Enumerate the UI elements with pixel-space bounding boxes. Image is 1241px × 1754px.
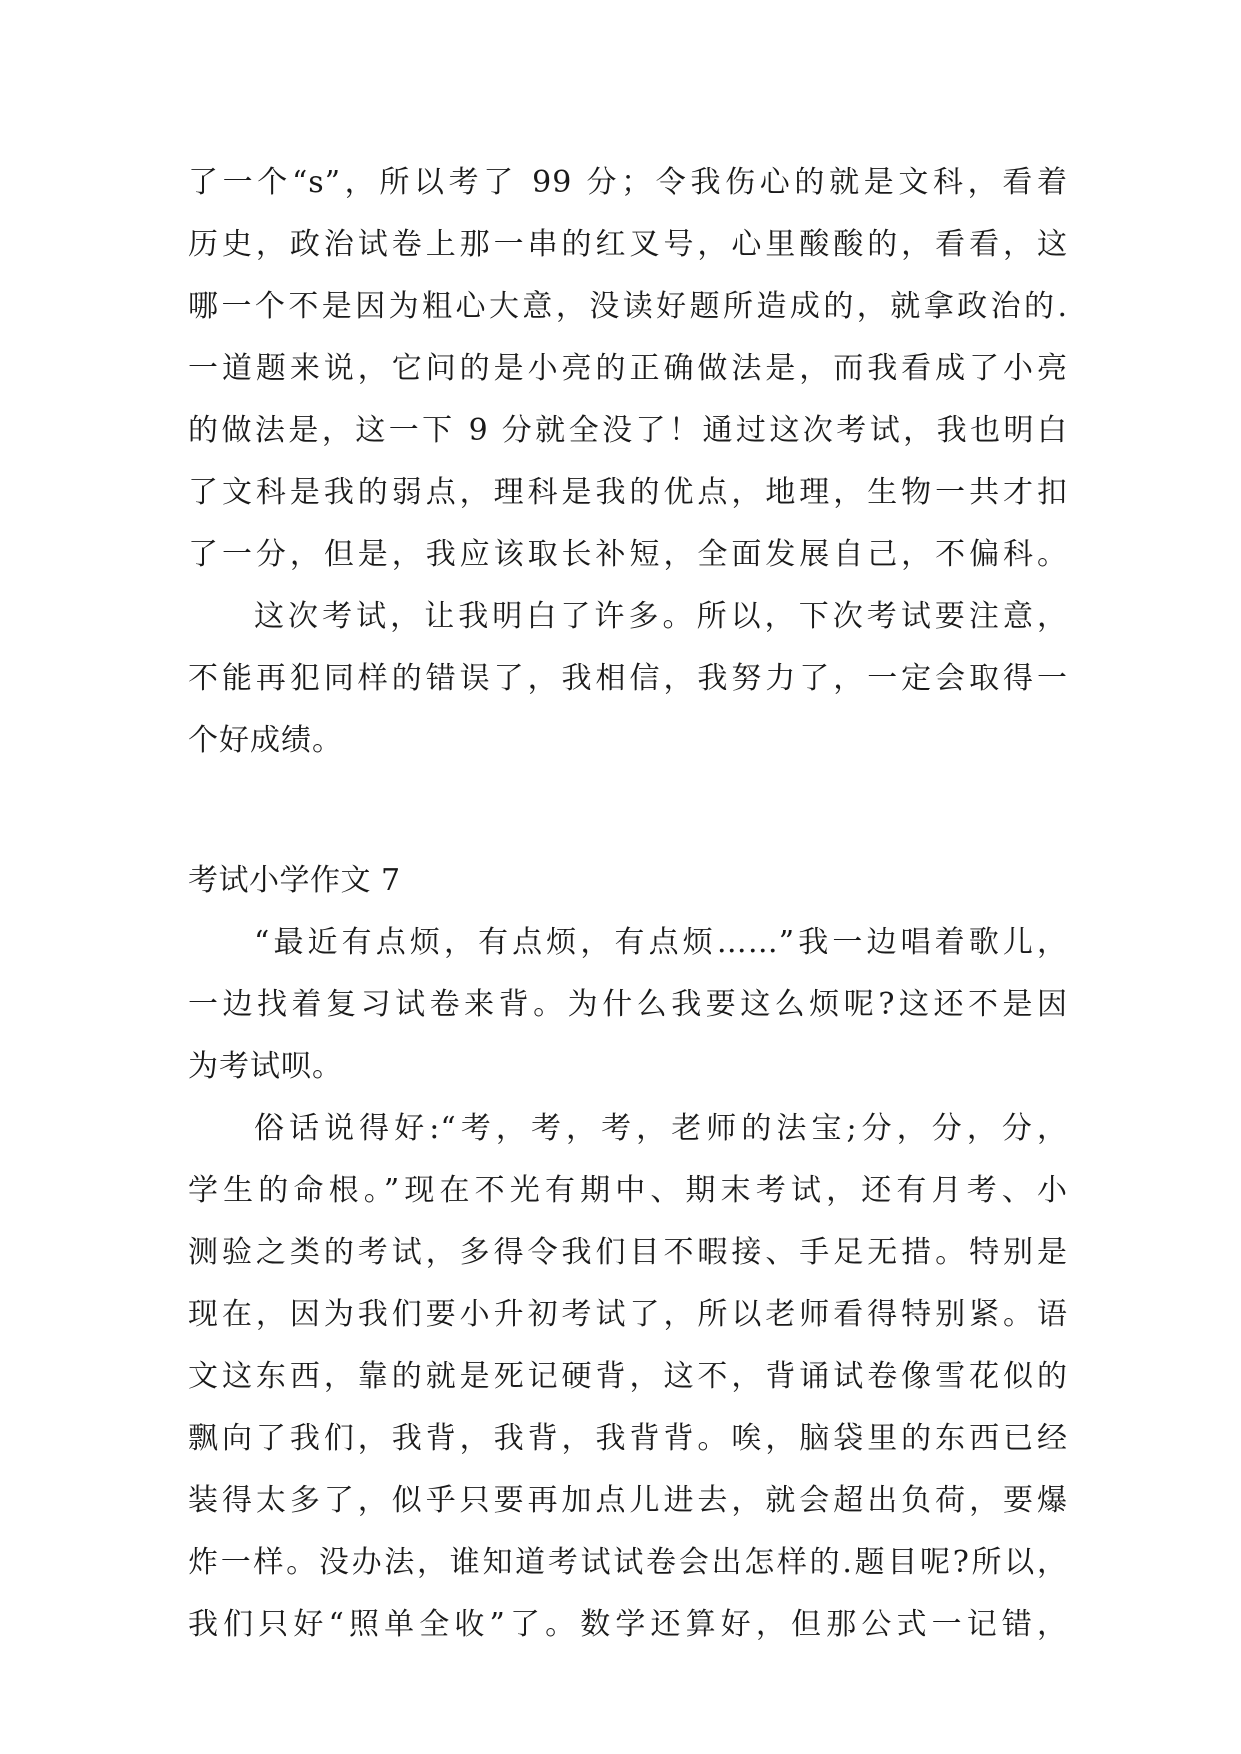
text-line: 不能再犯同样的错误了，我相信，我努力了，一定会取得一 bbox=[188, 661, 1068, 696]
text-line: 一边找着复习试卷来背。为什么我要这么烦呢?这还不是因 bbox=[188, 987, 1068, 1022]
section-gap bbox=[188, 772, 1068, 850]
text-line: 历史，政治试卷上那一串的红叉号，心里酸酸的，看看，这 bbox=[188, 227, 1068, 262]
text-line: 了一分，但是，我应该取长补短，全面发展自己，不偏科。 bbox=[188, 537, 1068, 572]
text-line: 测验之类的考试，多得令我们目不暇接、手足无措。特别是 bbox=[188, 1235, 1068, 1270]
text-line: 我们只好“照单全收”了。数学还算好，但那公式一记错， bbox=[188, 1607, 1068, 1642]
paragraph-4 bbox=[188, 1098, 1068, 1656]
text-line: 文这东西，靠的就是死记硬背，这不，背诵试卷像雪花似的 bbox=[188, 1359, 1068, 1394]
text-line: 炸一样。没办法，谁知道考试试卷会出怎样的.题目呢?所以， bbox=[188, 1545, 1068, 1580]
text-line: 一道题来说，它问的是小亮的正确做法是，而我看成了小亮 bbox=[188, 351, 1068, 386]
text-line: 了文科是我的弱点，理科是我的优点，地理，生物一共才扣 bbox=[188, 475, 1068, 510]
text-line: 这次考试，让我明白了许多。所以，下次考试要注意， bbox=[254, 599, 1068, 634]
text-line: 现在，因为我们要小升初考试了，所以老师看得特别紧。语 bbox=[188, 1297, 1068, 1332]
text-line: 飘向了我们，我背，我背，我背背。唉，脑袋里的东西已经 bbox=[188, 1421, 1068, 1456]
section-heading: 考试小学作文 7 bbox=[188, 863, 401, 898]
text-line: 为考试呗。 bbox=[188, 1049, 343, 1084]
paragraph-3 bbox=[188, 912, 1068, 1098]
document-page bbox=[188, 152, 1068, 1656]
text-line: 俗话说得好:“考，考，考，老师的法宝;分，分，分， bbox=[254, 1111, 1068, 1146]
text-line: 学生的命根。”现在不光有期中、期末考试，还有月考、小 bbox=[188, 1173, 1068, 1208]
paragraph-1 bbox=[188, 152, 1068, 586]
text-line: 装得太多了，似乎只要再加点儿进去，就会超出负荷，要爆 bbox=[188, 1483, 1068, 1518]
text-line: 的做法是，这一下 9 分就全没了！通过这次考试，我也明白 bbox=[188, 413, 1068, 448]
paragraph-2 bbox=[188, 586, 1068, 772]
text-line: 个好成绩。 bbox=[188, 723, 343, 758]
text-line: 哪一个不是因为粗心大意，没读好题所造成的，就拿政治的. bbox=[188, 289, 1068, 324]
text-line: 了一个“s”，所以考了 99 分；令我伤心的就是文科，看着 bbox=[188, 165, 1068, 200]
text-line: “最近有点烦，有点烦，有点烦……”我一边唱着歌儿， bbox=[254, 925, 1068, 960]
